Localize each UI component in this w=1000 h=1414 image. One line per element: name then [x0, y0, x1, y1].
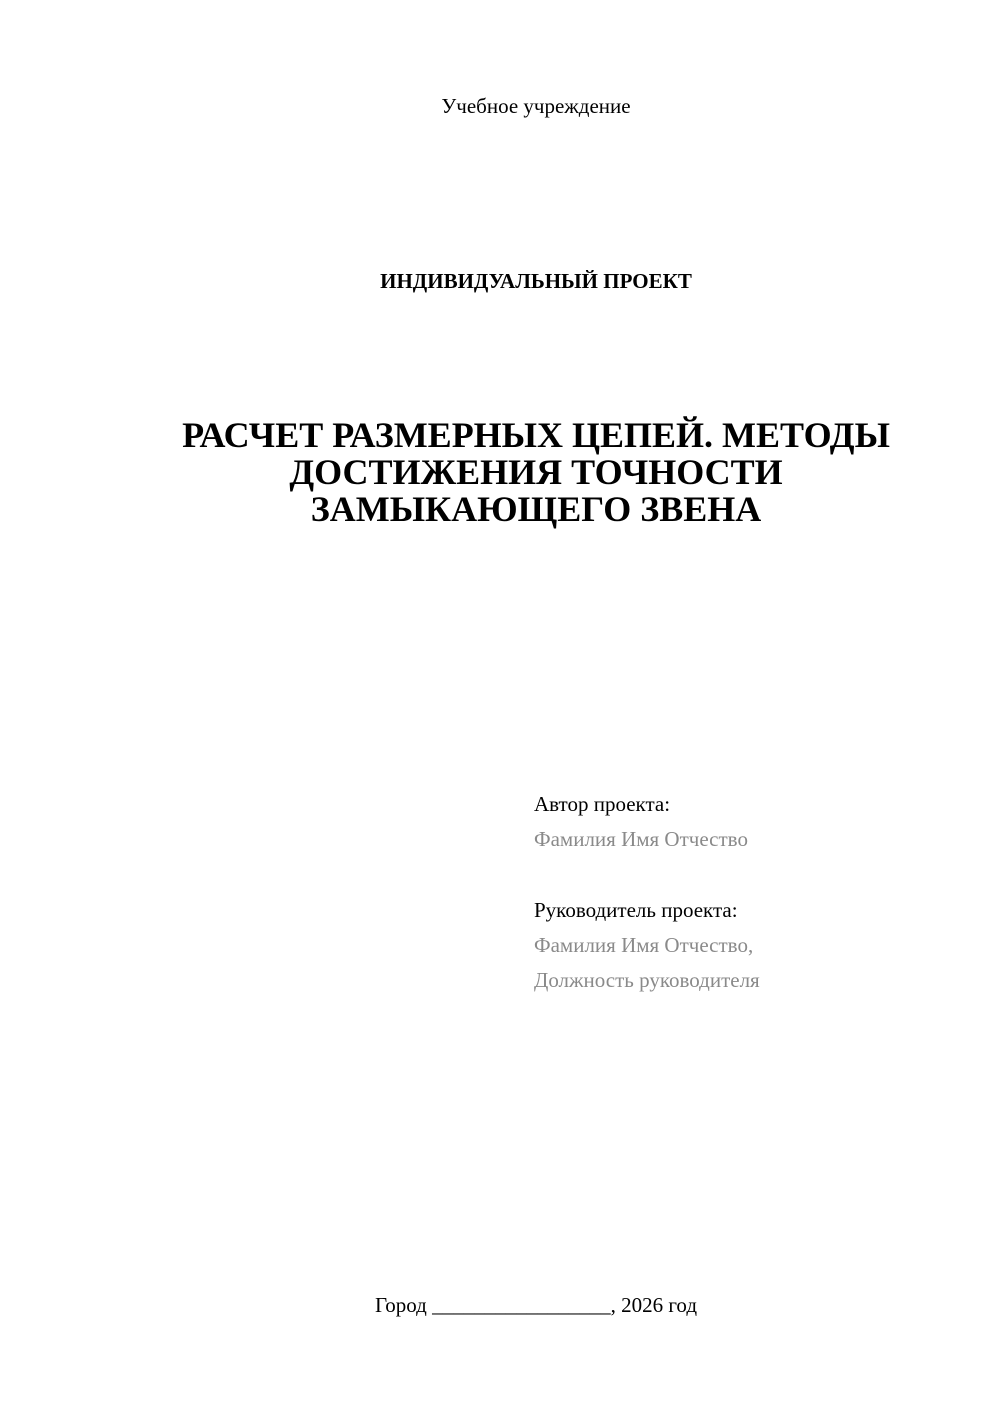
- credits-block: [534, 787, 974, 998]
- author-label: Автор проекта:: [534, 792, 671, 816]
- project-title-line-3: ЗАМЫКАЮЩЕГО ЗВЕНА: [310, 489, 762, 529]
- credits-spacer: [534, 857, 974, 893]
- supervisor-position: Должность руководителя: [534, 968, 760, 992]
- author-name: Фамилия Имя Отчество: [534, 827, 748, 851]
- project-title: [130, 417, 942, 528]
- project-title-line-2: ДОСТИЖЕНИЯ ТОЧНОСТИ: [289, 452, 783, 492]
- project-title-line-1: РАСЧЕТ РАЗМЕРНЫХ ЦЕПЕЙ. МЕТОДЫ: [182, 415, 890, 455]
- supervisor-label: Руководитель проекта:: [534, 898, 738, 922]
- supervisor-name: Фамилия Имя Отчество,: [534, 933, 754, 957]
- institution-name: Учебное учреждение: [441, 94, 631, 118]
- document-type: ИНДИВИДУАЛЬНЫЙ ПРОЕКТ: [380, 269, 692, 293]
- city-year-line: Город _________________, 2026 год: [374, 1293, 698, 1317]
